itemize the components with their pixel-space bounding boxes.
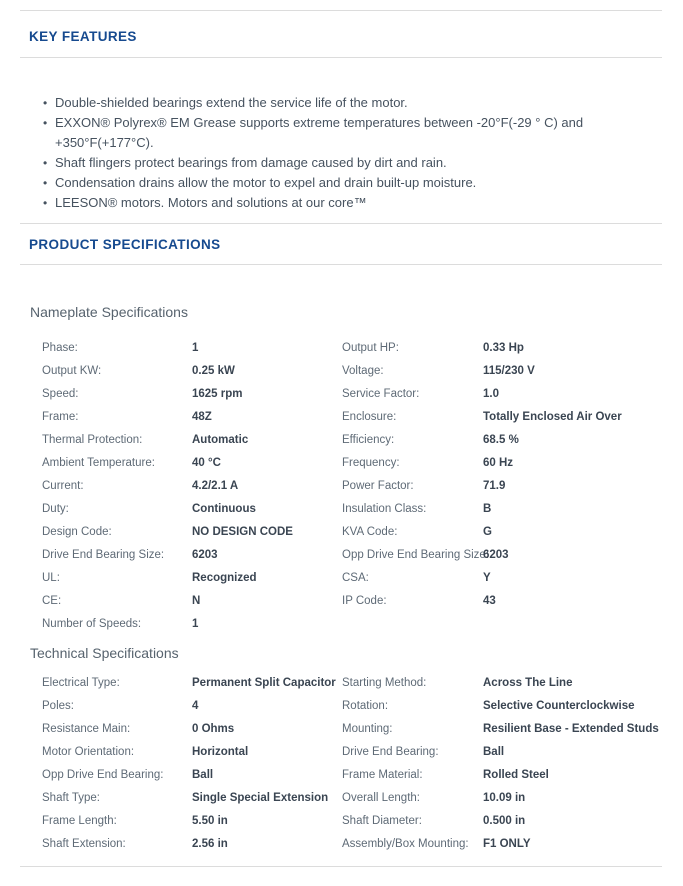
spec-value: 10.09 in: [483, 792, 526, 804]
spec-row: [42, 431, 662, 449]
spec-label: Ambient Temperature:: [42, 457, 155, 469]
spec-value: Y: [483, 572, 491, 584]
spec-label: Number of Speeds:: [42, 618, 142, 630]
spec-value: 48Z: [192, 411, 212, 423]
spec-value: Recognized: [192, 572, 257, 584]
spec-label: Mounting:: [342, 723, 393, 735]
spec-section-title: Technical Specifications: [30, 645, 179, 661]
spec-value: Across The Line: [483, 677, 573, 689]
spec-value: 4: [192, 700, 199, 712]
spec-value: 5.50 in: [192, 815, 228, 827]
spec-value: Totally Enclosed Air Over: [483, 411, 622, 423]
spec-row: [42, 789, 662, 807]
spec-label: Opp Drive End Bearing:: [42, 769, 164, 781]
spec-value: 1.0: [483, 388, 499, 400]
spec-value: 43: [483, 595, 496, 607]
spec-row: [42, 385, 662, 403]
spec-label: Voltage:: [342, 365, 384, 377]
spec-label: Assembly/Box Mounting:: [342, 838, 469, 850]
spec-row: [42, 523, 662, 541]
spec-value: N: [192, 595, 201, 607]
spec-row: [42, 674, 662, 692]
spec-row: [42, 615, 662, 633]
spec-row: [42, 766, 662, 784]
spec-section-title: Nameplate Specifications: [30, 304, 188, 320]
spec-label: Efficiency:: [342, 434, 395, 446]
spec-row: [42, 500, 662, 518]
spec-label: Design Code:: [42, 526, 112, 538]
spec-value: 0.25 kW: [192, 365, 235, 377]
spec-row: [42, 592, 662, 610]
spec-label: Thermal Protection:: [42, 434, 143, 446]
spec-label: Motor Orientation:: [42, 746, 135, 758]
spec-label: Frame:: [42, 411, 79, 423]
spec-label: Resistance Main:: [42, 723, 131, 735]
spec-label: Overall Length:: [342, 792, 420, 804]
spec-value: B: [483, 503, 492, 515]
spec-label: Drive End Bearing Size:: [42, 549, 165, 561]
spec-row: [42, 812, 662, 830]
spec-value: 6203: [483, 549, 509, 561]
spec-value: Continuous: [192, 503, 256, 515]
spec-value: 1: [192, 342, 199, 354]
spec-section: [20, 304, 662, 633]
divider: [20, 57, 662, 58]
spec-label: Drive End Bearing:: [342, 746, 439, 758]
spec-row: [42, 362, 662, 380]
spec-label: Duty:: [42, 503, 69, 515]
spec-label: Frequency:: [342, 457, 400, 469]
spec-row: [42, 546, 662, 564]
spec-row: [42, 339, 662, 357]
spec-label: Power Factor:: [342, 480, 414, 492]
spec-sections: [20, 304, 662, 853]
spec-label: CSA:: [342, 572, 369, 584]
spec-row: [42, 569, 662, 587]
spec-value: Selective Counterclockwise: [483, 700, 635, 712]
key-feature-item: • Condensation drains allow the motor to expel and drain built-up moisture.: [44, 173, 662, 193]
spec-label: UL:: [42, 572, 60, 584]
key-feature-item: • Shaft flingers protect bearings from damage caused by dirt and rain.: [44, 153, 662, 173]
spec-value: 1625 rpm: [192, 388, 243, 400]
spec-value: Ball: [483, 746, 505, 758]
spec-label: Current:: [42, 480, 84, 492]
spec-value: Single Special Extension: [192, 792, 329, 804]
key-feature-item: • EXXON® Polyrex® EM Grease supports extreme temperatures between -20°F(-29 ° C) and +350°F(+177°C).: [44, 113, 662, 153]
key-feature-item: • Double-shielded bearings extend the service life of the motor.: [44, 93, 662, 113]
divider: [20, 264, 662, 265]
product-specifications-heading: PRODUCT SPECIFICATIONS: [29, 237, 221, 252]
spec-value: F1 ONLY: [483, 838, 531, 850]
spec-label: Speed:: [42, 388, 79, 400]
spec-value: G: [483, 526, 492, 538]
spec-value: 1: [192, 618, 199, 630]
spec-label: Frame Material:: [342, 769, 423, 781]
spec-label: Insulation Class:: [342, 503, 427, 515]
spec-label: Shaft Extension:: [42, 838, 126, 850]
spec-value: 6203: [192, 549, 218, 561]
key-feature-item: • LEESON® motors. Motors and solutions at our core™: [44, 193, 662, 213]
spec-value: 71.9: [483, 480, 506, 492]
spec-value: NO DESIGN CODE: [192, 526, 293, 538]
spec-value: 0 Ohms: [192, 723, 235, 735]
spec-label: Output HP:: [342, 342, 399, 354]
spec-label: KVA Code:: [342, 526, 398, 538]
spec-value: 0.33 Hp: [483, 342, 524, 354]
divider: [20, 866, 662, 867]
spec-value: Ball: [192, 769, 214, 781]
spec-value: Permanent Split Capacitor: [192, 677, 336, 689]
spec-label: Output KW:: [42, 365, 102, 377]
spec-table: [20, 339, 662, 633]
spec-value: 2.56 in: [192, 838, 228, 850]
spec-label: Shaft Diameter:: [342, 815, 422, 827]
spec-row: [42, 743, 662, 761]
spec-label: Electrical Type:: [42, 677, 120, 689]
spec-row: [42, 835, 662, 853]
spec-label: Phase:: [42, 342, 78, 354]
spec-value: 0.500 in: [483, 815, 526, 827]
spec-row: [42, 454, 662, 472]
spec-row: [42, 477, 662, 495]
spec-label: IP Code:: [342, 595, 387, 607]
spec-label: Starting Method:: [342, 677, 427, 689]
spec-label: Rotation:: [342, 700, 389, 712]
spec-value: Horizontal: [192, 746, 249, 758]
spec-label: Shaft Type:: [42, 792, 100, 804]
spec-section: [20, 645, 662, 853]
spec-label: Enclosure:: [342, 411, 397, 423]
spec-value: 115/230 V: [483, 365, 535, 377]
spec-value: Automatic: [192, 434, 249, 446]
spec-value: 60 Hz: [483, 457, 514, 469]
spec-row: [42, 720, 662, 738]
spec-label: Poles:: [42, 700, 74, 712]
key-features-list: [44, 93, 662, 213]
key-features-heading: KEY FEATURES: [29, 29, 137, 44]
spec-value: 40 °C: [192, 457, 221, 469]
spec-label: Opp Drive End Bearing Size:: [342, 549, 490, 561]
spec-label: Frame Length:: [42, 815, 117, 827]
spec-row: [42, 408, 662, 426]
spec-row: [42, 697, 662, 715]
spec-value: 4.2/2.1 A: [192, 480, 239, 492]
spec-label: CE:: [42, 595, 62, 607]
spec-value: Rolled Steel: [483, 769, 549, 781]
spec-table: [20, 674, 662, 853]
spec-label: Service Factor:: [342, 388, 420, 400]
spec-value: Resilient Base - Extended Studs: [483, 723, 659, 735]
spec-value: 68.5 %: [483, 434, 519, 446]
